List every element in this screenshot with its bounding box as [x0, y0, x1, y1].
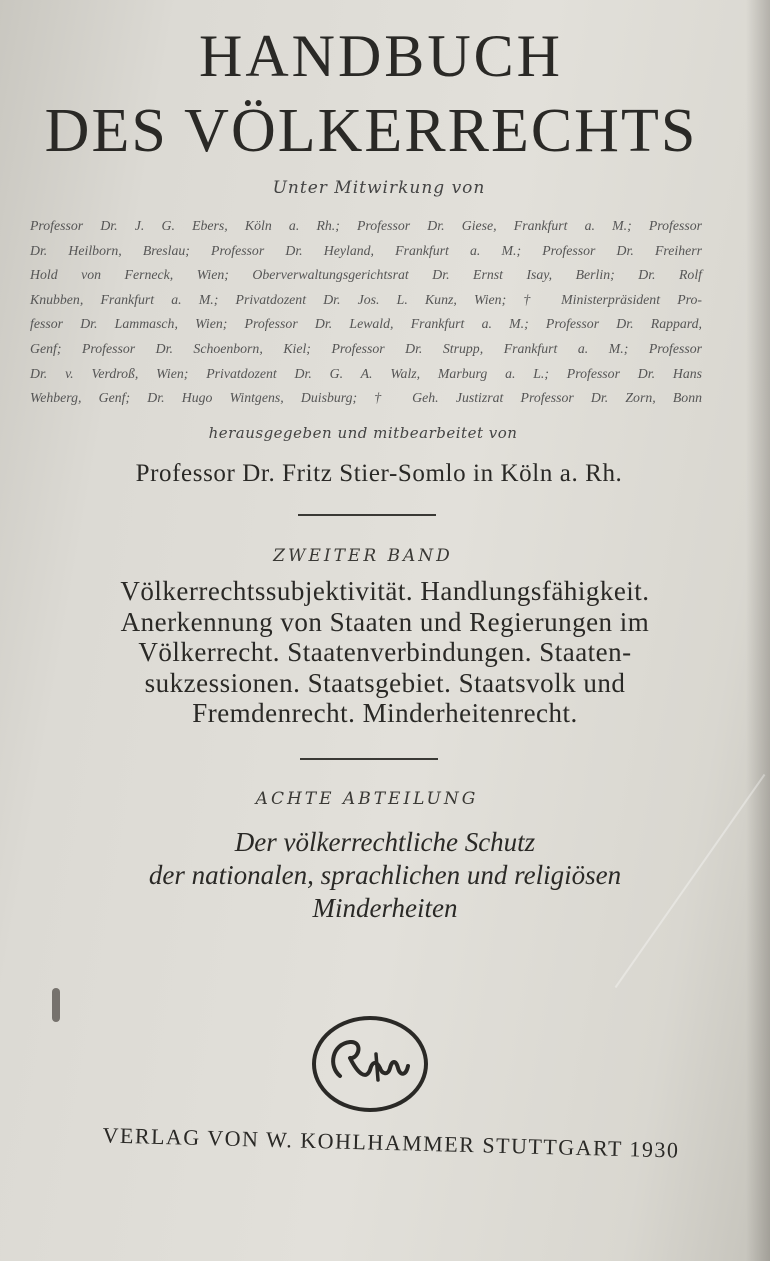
publisher-imprint: VERLAG VON W. KOHLHAMMER STUTTGART 1930	[102, 1122, 680, 1163]
contributors-line: Knubben, Frankfurt a. M.; Privatdozent Dr. Jos. L. Kunz, Wien; † Ministerpräsident Pro-	[30, 291, 702, 307]
contributors-list	[30, 214, 702, 411]
division-label: ACHTE ABTEILUNG	[255, 789, 479, 809]
divider-rule	[300, 758, 438, 760]
publisher-logo-icon	[310, 1014, 430, 1114]
contributors-line: fessor Dr. Lammasch, Wien; Professor Dr. Lewald, Frankfurt a. M.; Professor Dr. Rappard,	[30, 316, 702, 332]
volume-subject-line: Völkerrechtssubjektivität. Handlungsfähigkeit.	[120, 576, 650, 606]
book-title-line-2: DES VÖLKERRECHTS	[44, 97, 698, 165]
division-title-line: Minderheiten	[312, 893, 458, 923]
editor-intro: herausgegeben und mitbearbeitet von	[208, 424, 518, 442]
contributors-line: Dr. v. Verdroß, Wien; Privatdozent Dr. G. A. Walz, Marburg a. L.; Professor Dr. Hans	[30, 365, 702, 381]
volume-subjects	[0, 576, 770, 729]
division-title-line: Der völkerrechtliche Schutz	[234, 827, 536, 857]
contributors-line: Wehberg, Genf; Dr. Hugo Wintgens, Duisburg; † Geh. Justizrat Professor Dr. Zorn, Bonn	[30, 390, 702, 406]
contributors-line: Hold von Ferneck, Wien; Oberverwaltungsgerichtsrat Dr. Ernst Isay, Berlin; Dr. Rolf	[30, 267, 702, 283]
ink-stain	[52, 988, 60, 1022]
contributors-line: Genf; Professor Dr. Schoenborn, Kiel; Professor Dr. Strupp, Frankfurt a. M.; Professor	[30, 340, 702, 356]
editor-name: Professor Dr. Fritz Stier-Somlo in Köln a. Rh.	[135, 460, 623, 487]
division-title-line: der nationalen, sprachlichen und religiösen	[148, 860, 622, 890]
volume-subject-line: Anerkennung von Staaten und Regierungen im	[120, 606, 650, 637]
division-title	[0, 826, 770, 925]
contributors-line: Dr. Heilborn, Breslau; Professor Dr. Heyland, Frankfurt a. M.; Professor Dr. Freiherr	[30, 242, 702, 258]
contributors-line: Professor Dr. J. G. Ebers, Köln a. Rh.; Professor Dr. Giese, Frankfurt a. M.; Professor	[30, 218, 702, 233]
volume-subject-line: Völkerrecht. Staatenverbindungen. Staaten-	[138, 637, 632, 667]
volume-label: ZWEITER BAND	[273, 546, 453, 566]
contributors-intro: Unter Mitwirkung von	[272, 178, 486, 198]
volume-subject-line: Fremdenrecht. Minderheitenrecht.	[192, 698, 578, 728]
book-title-line-1: HANDBUCH	[198, 23, 564, 89]
divider-rule	[298, 514, 436, 516]
volume-subject-line: sukzessionen. Staatsgebiet. Staatsvolk und	[144, 667, 626, 698]
